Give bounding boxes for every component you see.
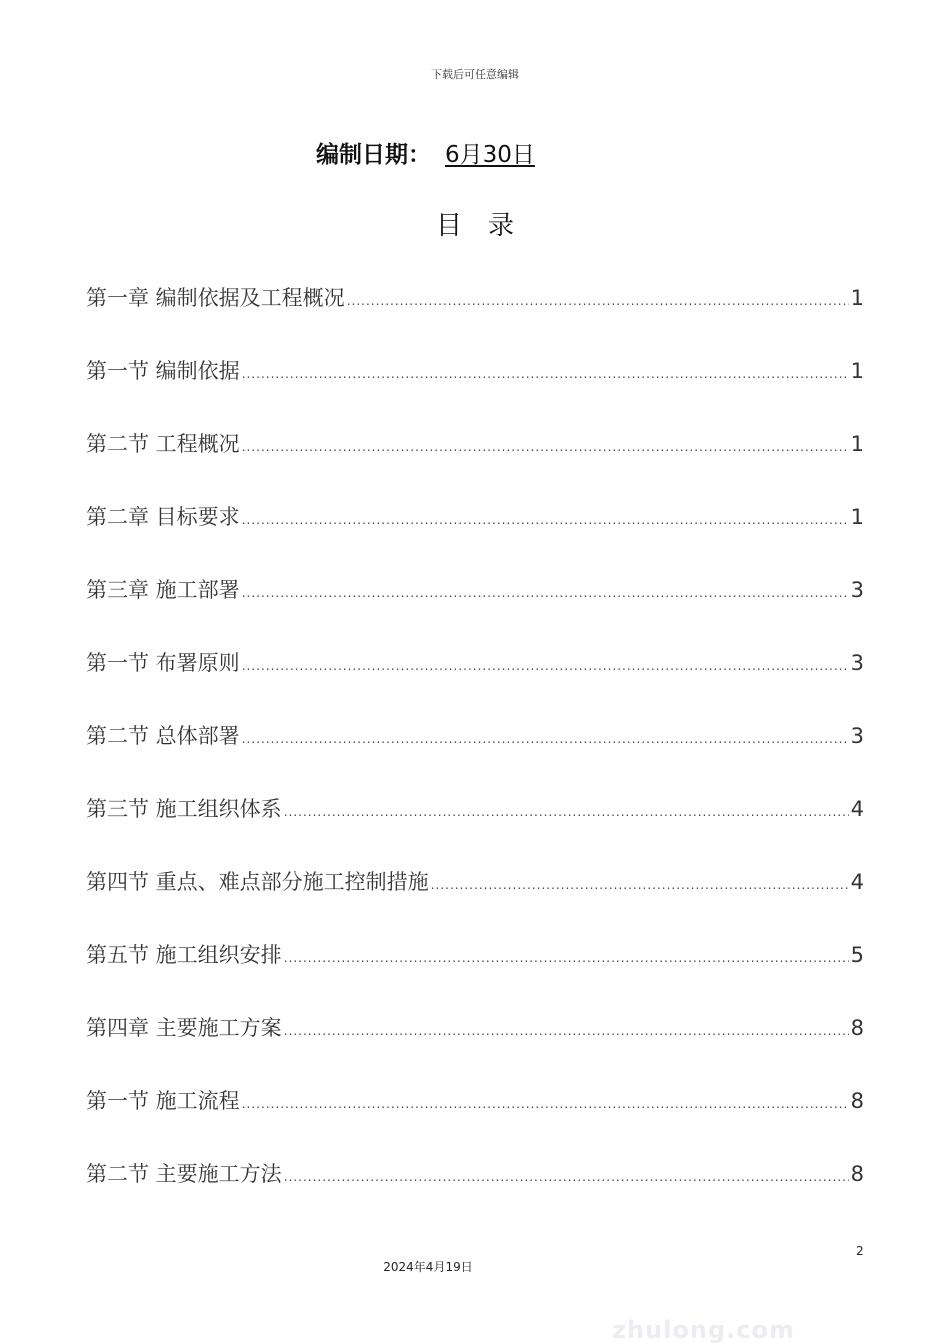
toc-entry-text: 第一节 布署原则 <box>86 651 240 675</box>
toc-entry-text: 第一节 施工流程 <box>86 1089 240 1113</box>
toc-entry[interactable] <box>86 428 864 501</box>
toc-entry-page: 3 <box>850 651 864 675</box>
toc-entry[interactable] <box>86 1012 864 1085</box>
toc-entry-text: 第二章 目标要求 <box>86 505 240 529</box>
toc-leader-dots <box>347 294 849 308</box>
toc-entry[interactable] <box>86 647 864 720</box>
toc-entry-text: 第二节 主要施工方法 <box>86 1162 282 1186</box>
toc-entry-text: 第四节 重点、难点部分施工控制措施 <box>86 870 429 894</box>
toc-entry-page: 4 <box>850 870 864 894</box>
toc-entry[interactable] <box>86 866 864 939</box>
toc-leader-dots <box>242 513 849 527</box>
toc-entry[interactable] <box>86 1158 864 1231</box>
toc-entry-text: 第四章 主要施工方案 <box>86 1016 282 1040</box>
toc-entry-text: 第二节 总体部署 <box>86 724 240 748</box>
toc-entry-text: 第五节 施工组织安排 <box>86 943 282 967</box>
toc-entry-page: 8 <box>850 1089 864 1113</box>
toc-entry-page: 1 <box>850 286 864 310</box>
compile-date-line <box>316 136 535 169</box>
toc-entry-page: 1 <box>850 432 864 456</box>
toc-entry-page: 1 <box>850 505 864 529</box>
compile-date-label: 编制日期： <box>316 142 431 168</box>
toc-leader-dots <box>242 586 849 600</box>
toc-entry-page: 8 <box>850 1162 864 1186</box>
toc-entry[interactable] <box>86 793 864 866</box>
header-note: 下载后可任意编辑 <box>431 68 519 81</box>
toc-entry-text: 第三章 施工部署 <box>86 578 240 602</box>
toc-entry[interactable] <box>86 574 864 647</box>
toc-leader-dots <box>242 440 849 454</box>
toc-entry-page: 4 <box>850 797 864 821</box>
toc-leader-dots <box>242 367 849 381</box>
watermark-logo: zhulong.com <box>612 1316 795 1344</box>
toc-leader-dots <box>431 878 849 892</box>
footer-date: 2024年4月19日 <box>383 1260 473 1274</box>
toc-entry-page: 3 <box>850 578 864 602</box>
toc-entry-page: 1 <box>850 359 864 383</box>
toc-title: 目录 <box>435 211 540 241</box>
toc-entry-page: 5 <box>850 943 864 967</box>
toc-entry-text: 第三节 施工组织体系 <box>86 797 282 821</box>
toc-leader-dots <box>242 732 849 746</box>
toc-leader-dots <box>284 1024 849 1038</box>
toc-leader-dots <box>242 659 849 673</box>
toc-leader-dots <box>284 951 849 965</box>
toc-entry-page: 3 <box>850 724 864 748</box>
toc-leader-dots <box>242 1097 849 1111</box>
toc-entry[interactable] <box>86 501 864 574</box>
toc-leader-dots <box>284 805 849 819</box>
toc-leader-dots <box>284 1170 849 1184</box>
page-number: 2 <box>856 1244 864 1258</box>
toc-entry[interactable] <box>86 1085 864 1158</box>
toc-entry[interactable] <box>86 282 864 355</box>
toc-entry[interactable] <box>86 720 864 793</box>
toc-entry-text: 第一章 编制依据及工程概况 <box>86 286 345 310</box>
compile-date-value: 6月30日 <box>445 142 535 168</box>
toc-entry-text: 第一节 编制依据 <box>86 359 240 383</box>
toc-entry[interactable] <box>86 355 864 428</box>
toc-entry[interactable] <box>86 939 864 1012</box>
toc-list <box>86 282 864 1231</box>
toc-entry-text: 第二节 工程概况 <box>86 432 240 456</box>
toc-entry-page: 8 <box>850 1016 864 1040</box>
